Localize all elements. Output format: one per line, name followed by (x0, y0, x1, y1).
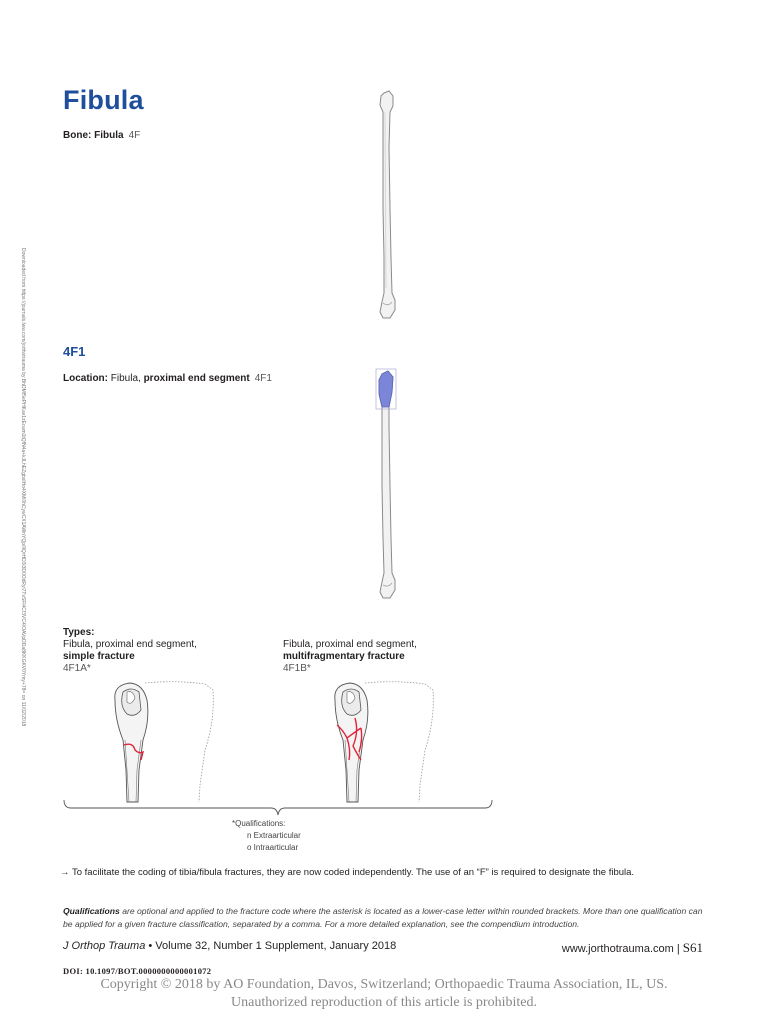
qualifications-list (232, 818, 301, 854)
type-4f1a-kind: simple fracture (63, 651, 135, 662)
footer-right (562, 940, 703, 956)
qualifications-note (63, 905, 703, 930)
qualification-item: o Intraarticular (247, 843, 299, 852)
bone-name: Fibula (94, 130, 124, 141)
simple-fracture-illustration (105, 680, 225, 805)
type-4f1a-desc: Fibula, proximal end segment, (63, 639, 197, 650)
location-name: Fibula, (110, 373, 141, 384)
page-number: S61 (682, 940, 703, 955)
footer-separator: | (676, 943, 680, 955)
location-code: 4F1 (254, 373, 272, 384)
qualifications-note-text: are optional and applied to the fracture code where the asterisk is located as a lower-case letter within rounded brackets. More than one qualification can be applied for a given fracture classification, separated by a comma. For a more detailed explanation, see the compendium introduction. (63, 906, 703, 929)
download-watermark (16, 248, 28, 783)
fibula-proximal-segment-illustration (370, 366, 402, 603)
types-brace (63, 798, 493, 818)
coding-note: → To facilitate the coding of tibia/fibula fractures, they are now coded independently. The use of an “F” is required to designate the fibula. (60, 867, 635, 878)
doi[interactable]: DOI: 10.1097/BOT.0000000000001072 (63, 966, 212, 976)
bone-line (63, 130, 140, 141)
download-watermark-text: Downloaded from https://journals.lww.com/jorthotrauma by BhDMf5ePHKav1zEoum1tQfN4a+kJLhEZgbsIHo4XMi0hCywCX1AWnYQp/IlQrHD3i3D0OdRyi7TvSFl4Cf3VC4/OAVpDDa8KKGKV0Ymy+78= on 11/02/2018 (20, 248, 26, 727)
type-4f1a-code: 4F1A* (63, 663, 91, 674)
qualifications-note-lead: Qualifications (63, 906, 120, 916)
types-heading: Types: (63, 627, 95, 638)
copyright-notice (0, 976, 768, 1012)
section-heading: 4F1 (63, 344, 86, 359)
location-label: Location: (63, 373, 108, 384)
journal-website[interactable]: www.jorthotrauma.com (561, 943, 674, 955)
copyright-line-2: Unauthorized reproduction of this article is prohibited. (231, 995, 537, 1010)
bone-code: 4F (128, 130, 141, 141)
journal-issue: • Volume 32, Number 1 Supplement, January 2018 (148, 940, 397, 952)
multifragmentary-fracture-illustration (325, 680, 445, 805)
journal-citation (63, 940, 396, 952)
type-4f1b-code: 4F1B* (283, 663, 311, 674)
copyright-line-1: Copyright © 2018 by AO Foundation, Davos, Switzerland; Orthopaedic Trauma Association, IL, US. (100, 977, 668, 992)
journal-name: J Orthop Trauma (63, 940, 146, 952)
page-title: Fibula (63, 85, 144, 115)
location-line (63, 373, 272, 384)
location-segment: proximal end segment (143, 373, 250, 384)
fibula-bone-illustration (372, 88, 402, 323)
qualifications-heading: *Qualifications: (232, 819, 286, 828)
type-4f1a (63, 639, 197, 675)
type-4f1b-kind: multifragmentary fracture (283, 651, 405, 662)
type-4f1b (283, 639, 417, 675)
bone-label: Bone: (63, 130, 92, 141)
qualification-item: n Extraarticular (247, 831, 301, 840)
type-4f1b-desc: Fibula, proximal end segment, (283, 639, 417, 650)
